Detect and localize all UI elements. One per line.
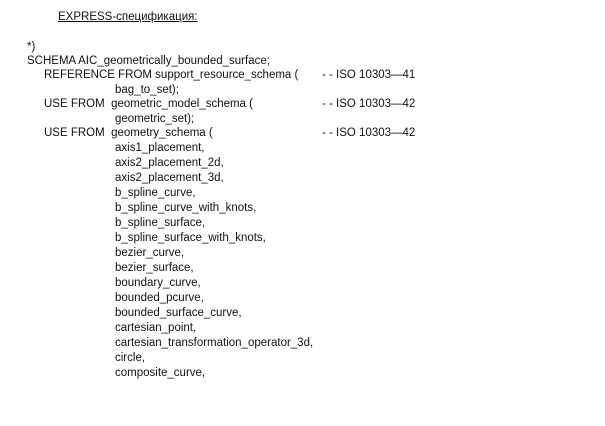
entity-item: circle,	[115, 352, 146, 364]
reference-item: bag_to_set);	[115, 84, 179, 96]
entity-item: b_spline_surface_with_knots,	[115, 232, 266, 244]
comment-close: *)	[27, 41, 36, 53]
schema-declaration: SCHEMA AIC_geometrically_bounded_surface;	[27, 55, 270, 67]
entity-item: bezier_surface,	[115, 262, 194, 274]
iso-comment-42-a: - - ISO 10303—42	[322, 98, 416, 110]
entity-item: axis1_placement,	[115, 142, 205, 154]
entity-item: b_spline_curve_with_knots,	[115, 202, 257, 214]
entity-item: axis2_placement_3d,	[115, 172, 224, 184]
entity-item: b_spline_surface,	[115, 217, 206, 229]
iso-comment-42-b: - - ISO 10303—42	[322, 127, 416, 139]
entity-item: boundary_curve,	[115, 277, 201, 289]
entity-item: bezier_curve,	[115, 247, 185, 259]
entity-item: cartesian_transformation_operator_3d,	[115, 337, 314, 349]
iso-comment-41: - - ISO 10303—41	[322, 69, 416, 81]
entity-item: b_spline_curve,	[115, 187, 196, 199]
use-from-geometry-schema: USE FROM geometry_schema (	[44, 127, 213, 139]
reference-item: geometric_set);	[115, 113, 195, 125]
section-heading: EXPRESS-спецификация:	[58, 11, 198, 23]
entity-item: cartesian_point,	[115, 322, 197, 334]
reference-from-support-resource: REFERENCE FROM support_resource_schema (	[44, 69, 299, 81]
entity-item: axis2_placement_2d,	[115, 157, 224, 169]
entity-item: bounded_surface_curve,	[115, 307, 242, 319]
entity-item: composite_curve,	[115, 367, 206, 379]
entity-item: bounded_pcurve,	[115, 292, 204, 304]
use-from-geometric-model: USE FROM geometric_model_schema (	[44, 98, 253, 110]
